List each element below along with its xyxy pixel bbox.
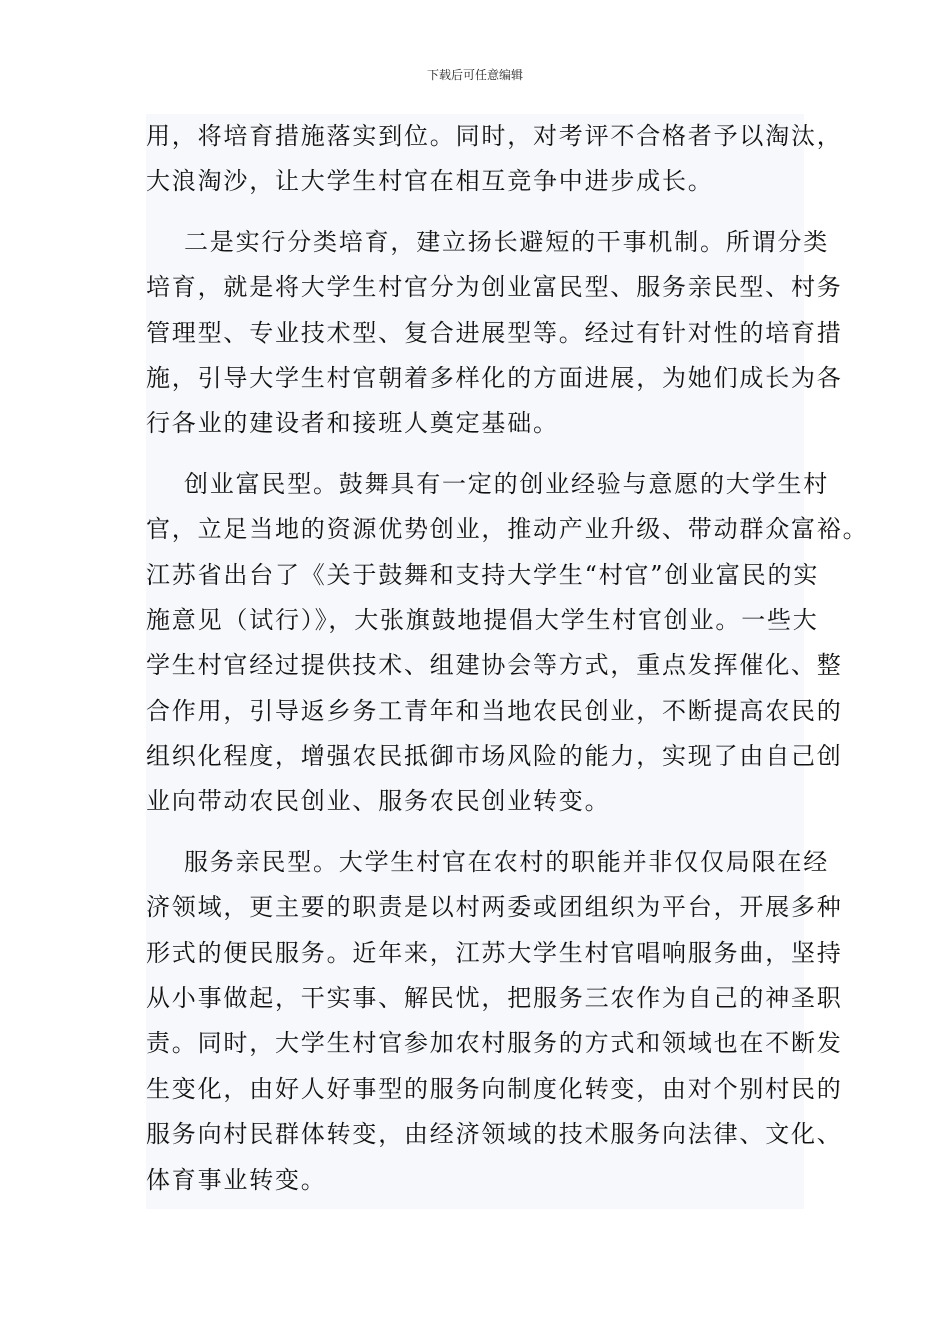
text-line: 大浪淘沙，让大学生村官在相互竞争中进步成长。 xyxy=(146,167,714,196)
text-line: 组织化程度，增强农民抵御市场风险的能力，实现了由自己创 xyxy=(146,742,843,771)
text-line: 江苏省出台了《关于鼓舞和支持大学生“村官”创业富民的实 xyxy=(146,560,820,589)
text-line: 施意见（试行）》，大张旗鼓地提倡大学生村官创业。一些大 xyxy=(146,605,819,634)
text-line: 官，立足当地的资源优势创业，推动产业升级、带动群众富裕。 xyxy=(146,515,869,544)
paragraph-4 xyxy=(146,840,843,1203)
text-line: 服务向村民群体转变，由经济领域的技术服务向法律、文化、 xyxy=(146,1120,843,1149)
page-header: 下载后可任意编辑 xyxy=(426,68,523,82)
text-line: 济领域，更主要的职责是以村两委或团组织为平台，开展多种 xyxy=(146,893,843,922)
text-line: 二是实行分类培育，建立扬长避短的干事机制。所谓分类 xyxy=(184,227,829,256)
document-body xyxy=(146,114,869,1209)
text-line: 合作用，引导返乡务工青年和当地农民创业，不断提高农民的 xyxy=(146,696,843,725)
text-line: 学生村官经过提供技术、组建协会等方式，重点发挥催化、整 xyxy=(146,651,843,680)
text-line: 用，将培育措施落实到位。同时，对考评不合格者予以淘汰， xyxy=(146,122,843,150)
paragraph-1 xyxy=(146,114,843,205)
text-line: 形式的便民服务。近年来，江苏大学生村官唱响服务曲，坚持 xyxy=(146,938,843,967)
text-line: 业向带动农民创业、服务农民创业转变。 xyxy=(146,787,611,816)
text-line: 从小事做起，干实事、解民忧，把服务三农作为自己的神圣职 xyxy=(146,984,843,1013)
text-line: 施，引导大学生村官朝着多样化的方面进展，为她们成长为各 xyxy=(146,363,843,392)
text-line: 体育事业转变。 xyxy=(146,1165,327,1194)
paragraph-2 xyxy=(146,220,843,447)
text-line: 创业富民型。鼓舞具有一定的创业经验与意愿的大学生村 xyxy=(184,469,829,498)
text-line: 责。同时，大学生村官参加农村服务的方式和领域也在不断发 xyxy=(146,1029,843,1058)
text-line: 服务亲民型。大学生村官在农村的职能并非仅仅局限在经 xyxy=(184,847,829,876)
text-line: 行各业的建设者和接班人奠定基础。 xyxy=(146,409,559,438)
text-line: 生变化，由好人好事型的服务向制度化转变，由对个别村民的 xyxy=(146,1074,843,1103)
paragraph-3 xyxy=(146,462,869,825)
text-line: 管理型、专业技术型、复合进展型等。经过有针对性的培育措 xyxy=(146,318,843,347)
text-line: 培育，就是将大学生村官分为创业富民型、服务亲民型、村务 xyxy=(146,273,843,302)
